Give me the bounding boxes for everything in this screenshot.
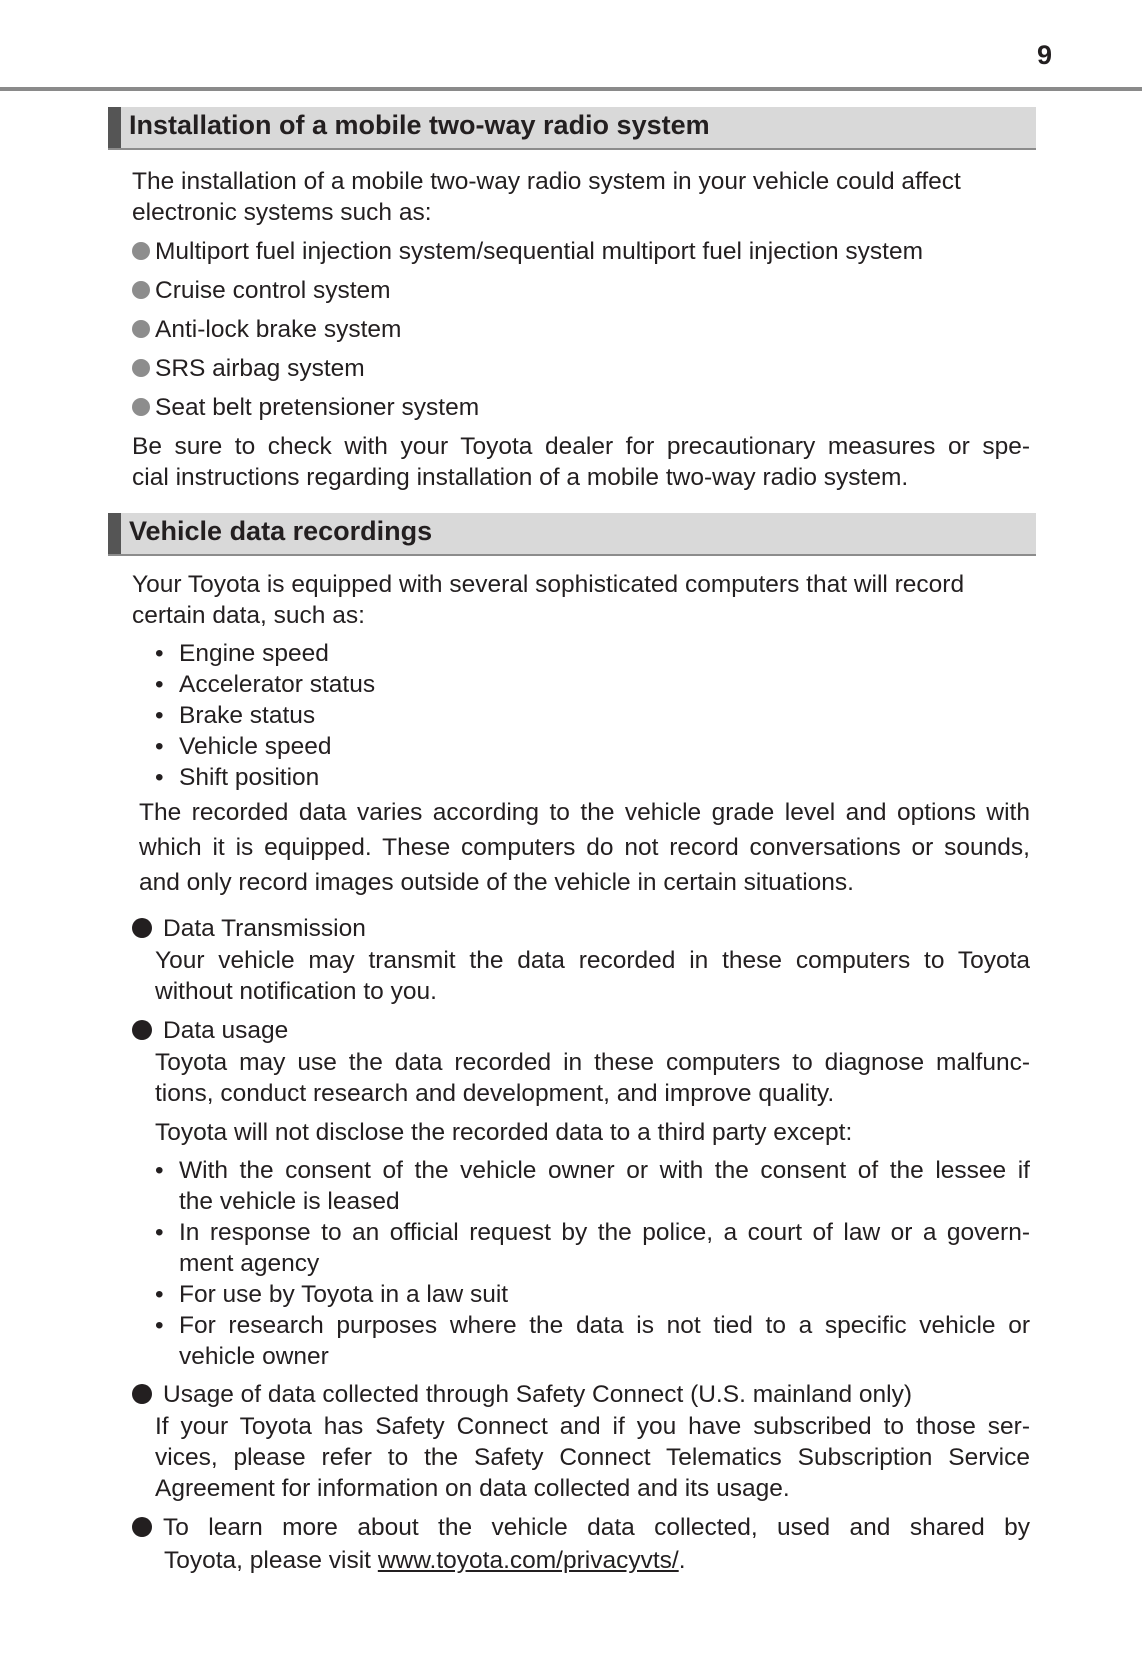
bullet-dot-icon: •: [155, 1281, 164, 1308]
list-item: • Engine speed: [155, 640, 329, 667]
bullet-dot-icon: •: [155, 640, 164, 667]
bullet-dot-icon: •: [155, 733, 164, 760]
list-item: • Shift position: [155, 764, 320, 791]
section-title: Vehicle data recordings: [129, 516, 433, 546]
list-item-text: Cruise control system: [155, 277, 391, 304]
usage-text-line: tions, conduct research and development, and improve quality.: [155, 1080, 835, 1107]
list-item: • With the consent of the vehicle owner or with the consent of the lessee if the vehicle is leased: [155, 1157, 1030, 1215]
list-item-text: SRS airbag system: [155, 355, 365, 382]
bullet-dot-icon: •: [155, 764, 164, 791]
bullet-dot-icon: •: [155, 1157, 164, 1184]
usage-text-line: Toyota may use the data recorded in these computers to diagnose malfunc-: [155, 1049, 1030, 1076]
list-item: [132, 314, 401, 345]
bullet-circle-icon: [132, 242, 150, 260]
radio-note-line: cial instructions regarding installation of a mobile two-way radio system.: [132, 464, 909, 491]
safety-connect-line: Agreement for information on data collected and its usage.: [155, 1475, 790, 1502]
list-item: • In response to an official request by the police, a court of law or a govern- ment agency: [155, 1219, 1030, 1277]
radio-note-line: Be sure to check with your Toyota dealer for precautionary measures or spe-: [132, 433, 1030, 460]
bullet-circle-icon: [132, 320, 150, 338]
bullet-circle-icon: [132, 918, 152, 938]
bullet-dot-icon: •: [155, 1312, 164, 1339]
heading-bar: [108, 107, 121, 148]
privacy-link[interactable]: www.toyota.com/privacyvts/: [377, 1547, 679, 1574]
bullet-circle-icon: [132, 1517, 152, 1537]
subsection-heading: Data Transmission: [132, 913, 366, 944]
exception-list: [152, 1155, 1030, 1372]
list-item: • Accelerator status: [155, 671, 376, 698]
data-intro: Your Toyota is equipped with several sophisticated computers that will record certain data, such as:: [132, 571, 965, 629]
heading-bar: [108, 513, 121, 554]
bullet-dot-icon: •: [155, 702, 164, 729]
safety-connect-line: If your Toyota has Safety Connect and if you have subscribed to those ser-: [155, 1413, 1030, 1440]
list-item: • Brake status: [155, 702, 316, 729]
section-heading-radio: [108, 107, 1036, 150]
bullet-dot-icon: •: [155, 671, 164, 698]
list-item: [132, 353, 365, 384]
list-item: • For use by Toyota in a law suit: [155, 1281, 509, 1308]
bullet-circle-icon: [132, 398, 150, 416]
list-item: [132, 275, 391, 306]
recorded-data-list: [152, 638, 375, 793]
bullet-circle-icon: [132, 359, 150, 377]
list-item: [132, 236, 923, 267]
subsection-heading: Data usage: [132, 1015, 288, 1046]
page-number: 9: [1036, 40, 1052, 70]
list-item: • For research purposes where the data is not tied to a specific vehicle or vehicle owner: [155, 1312, 1030, 1370]
section-title: Installation of a mobile two-way radio system: [129, 110, 710, 140]
bullet-circle-icon: [132, 1384, 152, 1404]
usage-disclose: Toyota will not disclose the recorded data to a third party except:: [155, 1119, 853, 1146]
list-item-text: Seat belt pretensioner system: [155, 394, 480, 421]
transmission-text: Your vehicle may transmit the data recorded in these computers to Toyota without notification to you.: [155, 947, 1030, 1005]
list-item-text: Anti-lock brake system: [155, 316, 402, 343]
subsection-heading: Usage of data collected through Safety Connect (U.S. mainland only): [132, 1379, 912, 1410]
recorded-data-note: The recorded data varies according to the vehicle grade level and options with which it is equipped. These computers do not record conversations or sounds, and only record images outside of the vehicle in certain situations.: [139, 799, 1030, 896]
bullet-circle-icon: [132, 1020, 152, 1040]
learn-more-line: To learn more about the vehicle data collected, used and shared by: [132, 1512, 1030, 1543]
section-heading-data: [108, 513, 1036, 556]
learn-more-line: Toyota, please visit www.toyota.com/privacyvts/.: [164, 1547, 686, 1574]
list-item: [132, 392, 479, 423]
list-item: • Vehicle speed: [155, 733, 332, 760]
header-rule: [0, 87, 1142, 91]
bullet-circle-icon: [132, 281, 150, 299]
radio-intro: The installation of a mobile two-way radio system in your vehicle could affect electronic systems such as:: [132, 168, 961, 226]
bullet-dot-icon: •: [155, 1219, 164, 1246]
list-item-text: Multiport fuel injection system/sequential multiport fuel injection system: [155, 238, 924, 265]
safety-connect-line: vices, please refer to the Safety Connect Telematics Subscription Service: [155, 1444, 1030, 1471]
